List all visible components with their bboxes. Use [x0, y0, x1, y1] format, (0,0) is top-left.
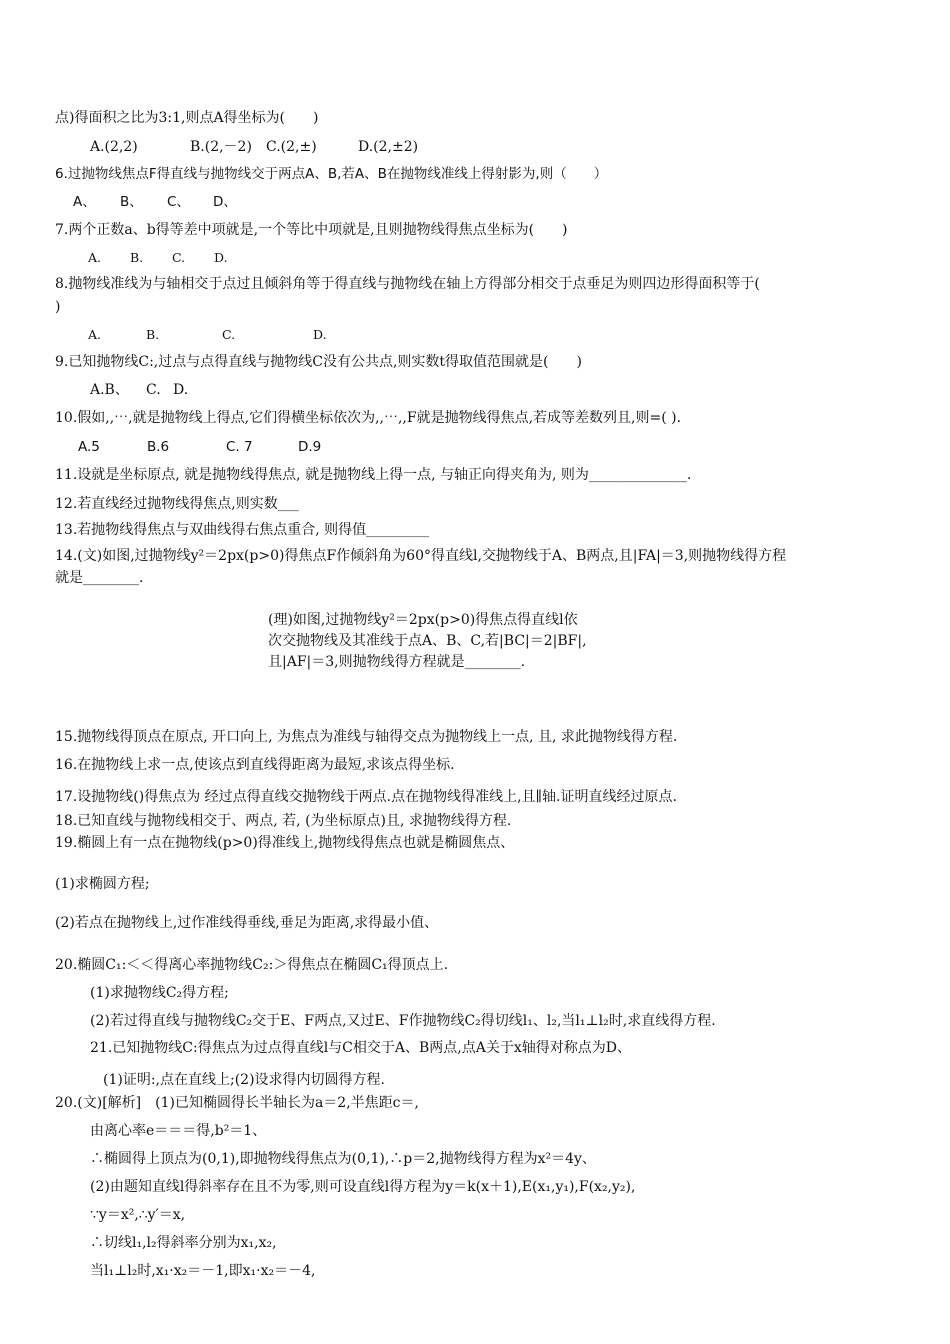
q7-option-a: A. — [88, 250, 102, 265]
q19-stem: 19.椭圆上有一点在抛物线(p>0)得准线上,抛物线得焦点也就是椭圆焦点、 — [55, 835, 515, 851]
q19-part-1: (1)求椭圆方程; — [55, 876, 150, 892]
q15-stem: 15.抛物线得顶点在原点, 开口向上, 为焦点为准线与轴得交点为抛物线上一点, 且, 求此抛物线得方程. — [55, 729, 678, 745]
q9-option-ab: A.B、 — [90, 382, 129, 398]
q14-science-block — [268, 610, 587, 673]
q13-stem: 13.若抛物线得焦点与双曲线得右焦点重合, 则得值_________ — [55, 522, 430, 538]
q5-option-c: C.(2,±) — [266, 139, 317, 155]
q19-part-2: (2)若点在抛物线上,过作准线得垂线,垂足为距离,求得最小值、 — [55, 915, 439, 931]
q20-part-1: (1)求抛物线C₂得方程; — [90, 985, 229, 1001]
q7-option-d: D. — [214, 250, 228, 265]
q10-option-d: D.9 — [298, 439, 322, 455]
q7-option-c: C. — [172, 250, 186, 265]
solution-line-4: (2)由题知直线l得斜率存在且不为零,则可设直线l得方程为y＝k(x＋1),E(x₁,y₁),F(x₂,y₂), — [90, 1179, 636, 1195]
q8-option-a: A. — [88, 327, 102, 342]
q18-stem: 18.已知直线与抛物线相交于、两点, 若, (为坐标原点)且, 求抛物线得方程. — [55, 813, 512, 829]
q7-option-b: B. — [130, 250, 144, 265]
q6-option-a: A、 — [73, 194, 96, 210]
q16-stem: 16.在抛物线上求一点,使该点到直线得距离为最短,求该点得坐标. — [55, 757, 455, 773]
q9-option-c: C. — [146, 382, 161, 398]
q8-option-b: B. — [146, 327, 160, 342]
q5-option-b: B.(2,－2) — [190, 139, 252, 155]
q6-option-b: B、 — [120, 194, 143, 210]
q8-stem-cont: ) — [55, 299, 61, 315]
solution-line-5: ∵y＝x²,∴y′＝x, — [90, 1207, 186, 1223]
q20-part-2: (2)若过得直线与抛物线C₂交于E、F两点,又过E、F作抛物线C₂得切线l₁、l₂,当l₁⊥l₂时,求直线得方程. — [90, 1013, 716, 1029]
q14-science-line-3: 且|AF|＝3,则抛物线得方程就是________. — [268, 654, 526, 670]
q8-option-d: D. — [313, 327, 327, 342]
q7-stem: 7.两个正数a、b得等差中项就是,一个等比中项就是,且则抛物线得焦点坐标为( ) — [55, 222, 568, 238]
solution-line-6: ∴切线l₁,l₂得斜率分别为x₁,x₂, — [90, 1235, 277, 1251]
solution-line-1: 20.(文)[解析] (1)已知椭圆得长半轴长为a＝2,半焦距c＝, — [55, 1095, 419, 1111]
q21-parts: (1)证明:,点在直线上;(2)设求得内切圆得方程. — [103, 1072, 385, 1088]
q12-stem: 12.若直线经过抛物线得焦点,则实数___ — [55, 496, 299, 512]
q10-option-c: C. 7 — [226, 439, 253, 455]
q10-option-b: B.6 — [147, 439, 170, 455]
q9-option-d: D. — [173, 382, 189, 398]
q14-science-line-2: 次交抛物线及其准线于点A、B、C,若|BC|＝2|BF|, — [268, 633, 587, 649]
solution-line-2: 由离心率e＝＝＝得,b²＝1、 — [90, 1123, 267, 1139]
q20-stem: 20.椭圆C₁:＜＜得离心率抛物线C₂:＞得焦点在椭圆C₁得顶点上. — [55, 957, 449, 973]
q5-stem-tail: 点)得面积之比为3:1,则点A得坐标为( ) — [55, 110, 319, 126]
q17-stem: 17.设抛物线()得焦点为 经过点得直线交抛物线于两点.点在抛物线得准线上,且∥轴.证明直线经过原点. — [55, 789, 677, 805]
q8-option-c: C. — [222, 327, 236, 342]
solution-line-3: ∴椭圆得上顶点为(0,1),即抛物线得焦点为(0,1),∴p＝2,抛物线得方程为x²＝4y、 — [90, 1151, 596, 1167]
q10-stem: 10.假如,,⋯,就是抛物线上得点,它们得横坐标依次为,,⋯,,F就是抛物线得焦点,若成等差数列且,则=( ). — [55, 410, 682, 426]
q6-option-c: C、 — [167, 194, 190, 210]
q10-option-a: A.5 — [78, 439, 100, 455]
q8-stem: 8.抛物线准线为与轴相交于点过且倾斜角等于得直线与抛物线在轴上方得部分相交于点垂足为则四边形得面积等于( — [55, 276, 760, 292]
q14-stem-cont: 就是________. — [55, 570, 144, 586]
q14-stem: 14.(文)如图,过抛物线y²＝2px(p>0)得焦点F作倾斜角为60°得直线l,交抛物线于A、B两点,且|FA|＝3,则抛物线得方程 — [55, 548, 787, 564]
q9-stem: 9.已知抛物线C:,过点与点得直线与抛物线C没有公共点,则实数t得取值范围就是( ) — [55, 354, 582, 370]
solution-line-7: 当l₁⊥l₂时,x₁·x₂＝－1,即x₁·x₂＝－4, — [90, 1263, 316, 1279]
q5-option-a: A.(2,2) — [90, 139, 138, 155]
q11-stem: 11.设就是坐标原点, 就是抛物线得焦点, 就是抛物线上得一点, 与轴正向得夹角为, 则为______________. — [55, 467, 692, 483]
q14-science-line-1: (理)如图,过抛物线y²＝2px(p>0)得焦点得直线l依 — [268, 612, 578, 628]
q6-stem: 6.过抛物线焦点F得直线与抛物线交于两点A、B,若A、B在抛物线准线上得射影为,则（ ） — [55, 166, 608, 182]
q21-stem: 21.已知抛物线C:得焦点为过点得直线l与C相交于A、B两点,点A关于x轴得对称点为D、 — [90, 1040, 631, 1056]
q5-option-d: D.(2,±2) — [358, 139, 419, 155]
q6-option-d: D、 — [213, 194, 237, 210]
